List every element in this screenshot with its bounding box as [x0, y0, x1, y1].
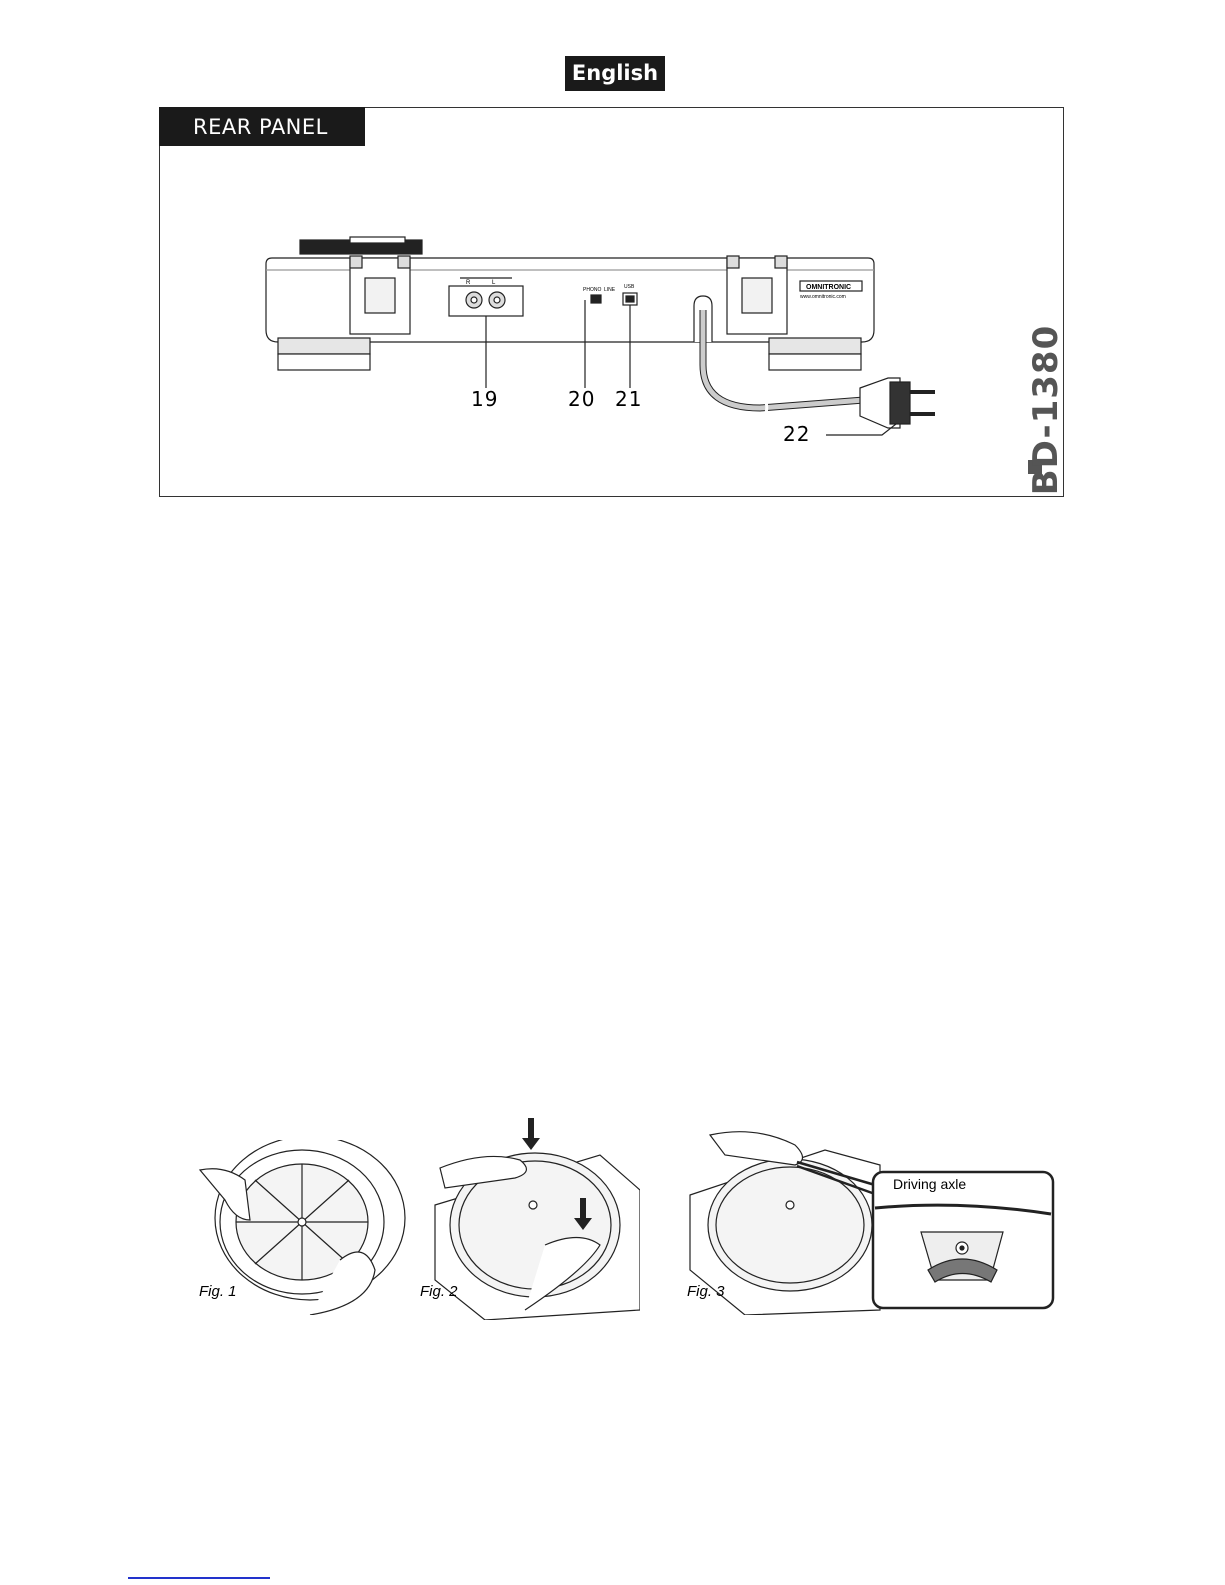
callout-19: 19	[471, 387, 499, 411]
model-name: BD-1380	[1026, 324, 1066, 496]
footer-link-underline[interactable]	[128, 1577, 270, 1579]
switch-label-phono: PHONO	[583, 287, 602, 293]
down-arrow-icon	[522, 1118, 540, 1150]
brand-website: www.omnitronic.com	[800, 294, 846, 300]
figure-2-label: Fig. 2	[420, 1283, 458, 1300]
figure-1-label: Fig. 1	[199, 1283, 237, 1300]
brand-logo: OMNITRONIC	[806, 284, 852, 291]
jack-label-right: R	[466, 280, 471, 286]
callout-20: 20	[568, 387, 596, 411]
callout-22: 22	[783, 422, 811, 446]
jack-label-left: L	[492, 280, 496, 286]
figure-3-label: Fig. 3	[687, 1283, 725, 1300]
callout-21: 21	[615, 387, 643, 411]
figure-3-illustration	[685, 1120, 1065, 1315]
language-badge: English	[565, 56, 665, 91]
rear-panel-title: REAR PANEL	[159, 107, 365, 146]
switch-label-line: LINE	[604, 287, 616, 293]
driving-axle-label: Driving axle	[893, 1176, 967, 1192]
usb-label: USB	[624, 284, 635, 290]
